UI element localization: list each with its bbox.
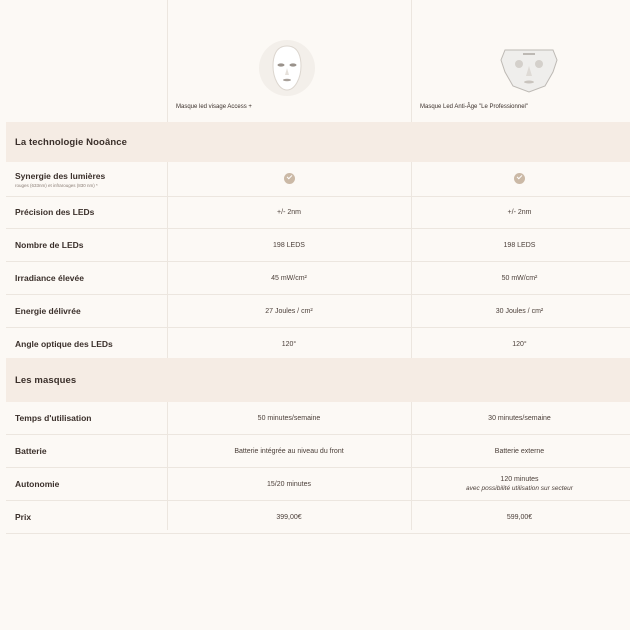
table-row [6,328,630,360]
section-title: Les masques [15,374,77,386]
cell-note: avec possibilité utilisation sur secteur [466,485,573,492]
cell-product-1: 15/20 minutes [267,480,311,488]
section-title: La technologie Nooânce [15,136,127,148]
row-label: Précision des LEDs [15,207,95,217]
row-label: Angle optique des LEDs [15,339,113,349]
cell-product-1: 50 minutes/semaine [257,414,321,422]
silver-led-face-mask-icon[interactable] [497,38,561,98]
product-header-2 [411,0,630,122]
table-row [6,402,630,435]
cell-product-1: 45 mW/cm² [271,274,307,282]
row-label: Energie délivrée [15,306,81,316]
row-label-text: Synergie des lumières [15,170,106,181]
cell-product-2 [411,173,628,186]
cell-product-1: 27 Joules / cm² [265,307,313,315]
cell-product-1: 399,00€ [276,513,302,521]
row-label: Batterie [15,446,47,456]
check-icon [514,173,525,184]
table-row [6,501,630,534]
cell-product-2: 50 mW/cm² [501,274,538,282]
cell-product-2: +/- 2nm [507,208,532,216]
cell-product-1: 120° [281,340,297,348]
cell-value: 120 minutes [500,476,539,483]
white-led-face-mask-icon[interactable] [255,38,319,98]
table-row [6,162,630,197]
cell-product-1: 198 LEDS [273,241,305,249]
cell-product-1 [167,173,411,186]
section-header-technology [6,122,630,162]
check-icon [284,173,295,184]
row-label: Temps d'utilisation [15,413,92,423]
table-row [6,295,630,328]
table-row [6,229,630,262]
product-header-1 [167,0,411,122]
table-row [6,435,630,468]
table-row [6,196,630,229]
row-label: Nombre de LEDs [15,240,84,250]
cell-product-1: Batterie intégrée au niveau du front [234,447,344,455]
cell-product-2 [411,476,628,492]
cell-product-1: +/- 2nm [277,208,301,216]
section-header-masks [6,358,630,402]
cell-product-2: 120° [512,340,527,348]
product-name: Masque Led Anti-Âge "Le Professionnel" [420,104,528,110]
cell-product-2: Batterie externe [494,447,545,455]
product-name: Masque led visage Access + [176,104,252,110]
cell-product-2: 599,00€ [506,513,533,521]
row-label [6,171,167,188]
cell-product-2: 30 Joules / cm² [495,307,544,315]
row-label: Prix [15,512,32,522]
row-label: Autonomie [15,479,60,489]
table-row [6,262,630,295]
row-label: Irradiance élevée [15,273,84,283]
row-sublabel: rouges (633nm) et infrarouges (830 nm) * [15,182,98,188]
cell-product-2: 30 minutes/semaine [488,414,551,422]
cell-product-2: 198 LEDS [503,241,536,249]
table-row [6,468,630,501]
